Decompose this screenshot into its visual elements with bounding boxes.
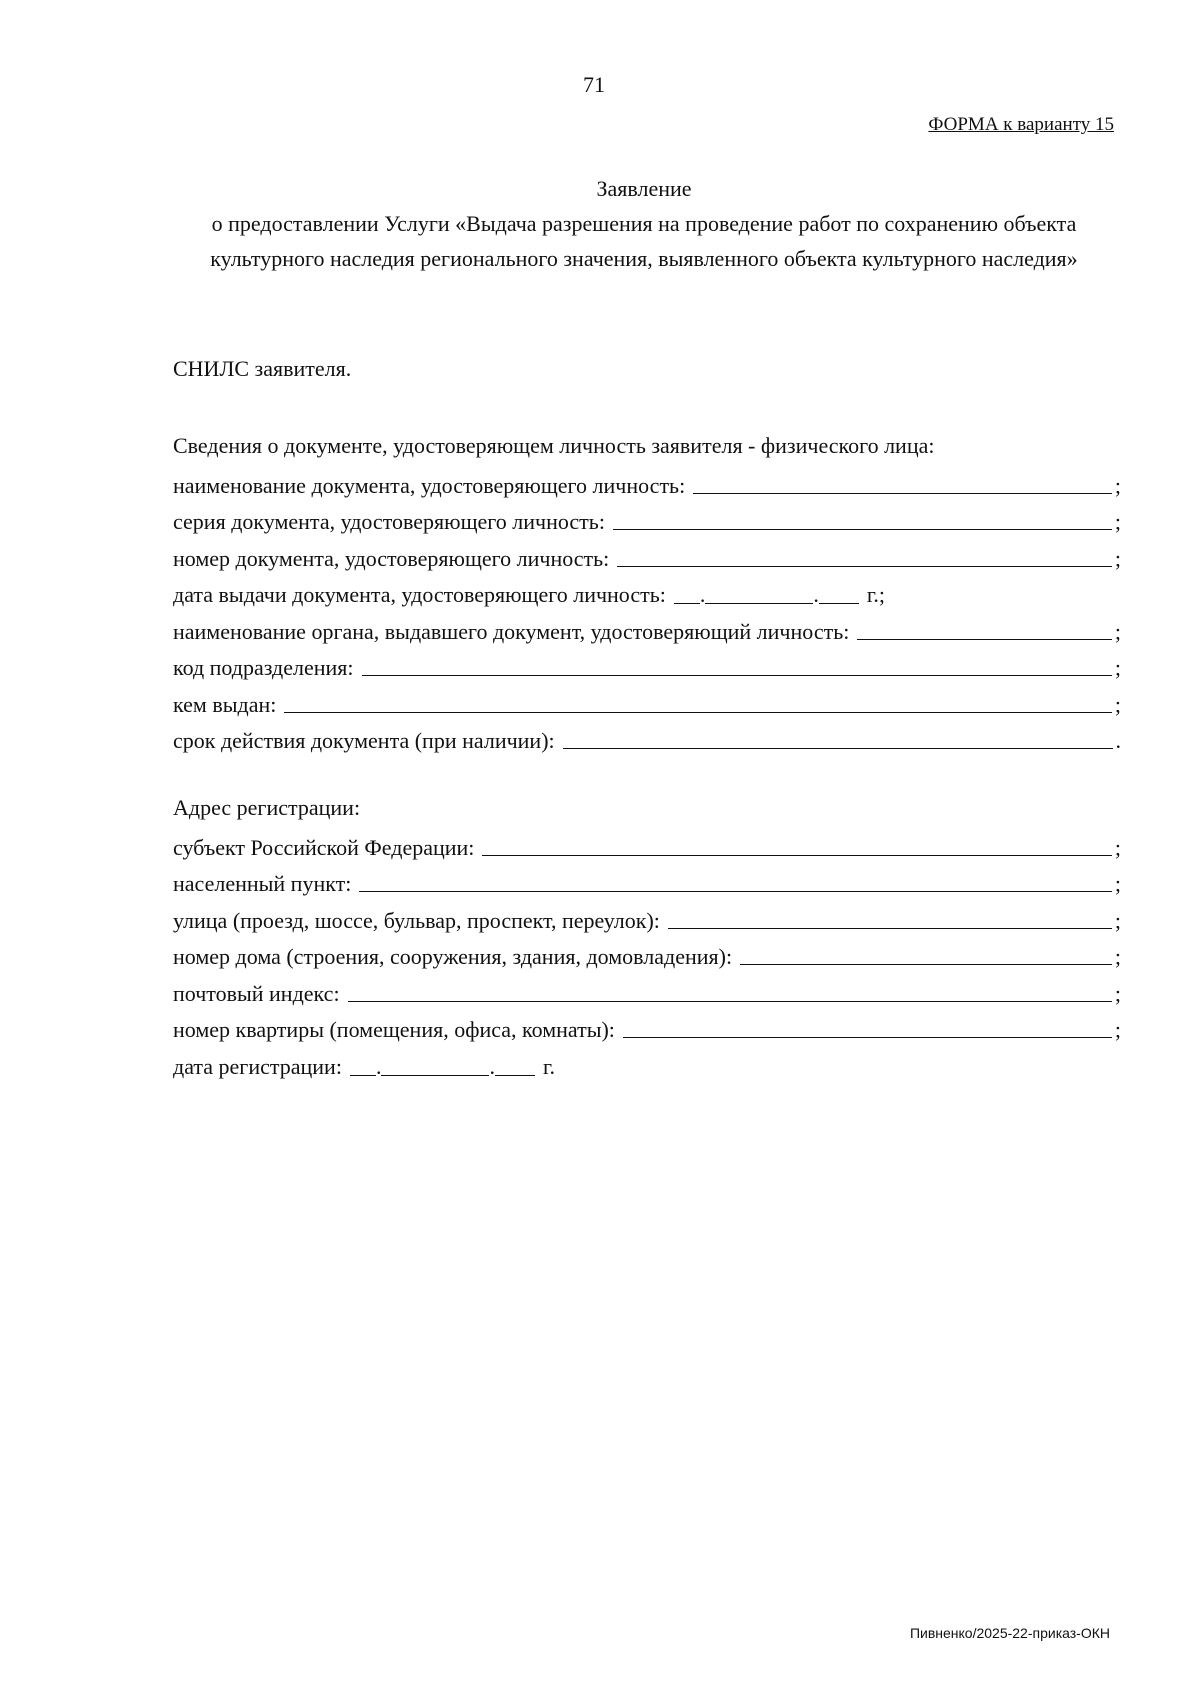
postcode-label: почтовый индекс: — [173, 980, 340, 1006]
subject-label: субъект Российской Федерации: — [173, 834, 475, 860]
issuer-name-row — [173, 610, 1121, 647]
issuer-name-field[interactable] — [857, 638, 1112, 640]
validity-label: срок действия документа (при наличии): — [173, 728, 555, 753]
page-number: 71 — [583, 72, 605, 97]
doc-number-row — [173, 537, 1121, 574]
year-suffix: г.; — [866, 582, 886, 607]
semicolon: ; — [1114, 834, 1121, 860]
semicolon: ; — [1114, 691, 1121, 717]
issued-by-row — [173, 683, 1121, 720]
locality-row — [173, 863, 1121, 900]
doc-series-row — [173, 501, 1121, 538]
semicolon: ; — [1114, 944, 1121, 969]
reg-year-field[interactable] — [495, 1055, 535, 1076]
snils-label: СНИЛС заявителя. — [173, 356, 352, 381]
issue-year-field[interactable] — [819, 583, 859, 604]
doc-number-field[interactable] — [617, 565, 1112, 567]
issue-month-field[interactable] — [705, 583, 813, 604]
subject-row — [173, 826, 1121, 863]
reg-day-field[interactable] — [350, 1055, 376, 1076]
semicolon: ; — [1114, 472, 1121, 498]
street-field[interactable] — [668, 927, 1112, 929]
postcode-field[interactable] — [348, 1000, 1112, 1002]
reg-month-field[interactable] — [381, 1055, 489, 1076]
document-title: Заявление — [596, 176, 692, 201]
semicolon: ; — [1114, 871, 1121, 896]
reg-date-row — [173, 1045, 1121, 1082]
doc-name-label: наименование документа, удостоверяющего личность: — [173, 472, 686, 498]
semicolon: ; — [1114, 509, 1121, 534]
semicolon: ; — [1114, 618, 1121, 644]
division-code-row — [173, 647, 1121, 684]
house-field[interactable] — [740, 963, 1112, 965]
division-code-label: код подразделения: — [173, 655, 354, 680]
year-suffix: г. — [542, 1053, 555, 1079]
validity-row — [173, 720, 1121, 757]
issued-by-field[interactable] — [284, 711, 1112, 713]
postcode-row — [173, 972, 1121, 1009]
division-code-field[interactable] — [362, 674, 1112, 676]
form-reference: ФОРМА к варианту 15 — [928, 114, 1114, 135]
locality-field[interactable] — [359, 890, 1112, 892]
semicolon: ; — [1114, 980, 1121, 1006]
address-section — [173, 790, 1121, 1082]
house-row — [173, 936, 1121, 973]
issuer-name-label: наименование органа, выдавшего документ, удостоверяющий личность: — [173, 618, 850, 644]
doc-name-field[interactable] — [693, 492, 1112, 494]
doc-number-label: номер документа, удостоверяющего личность: — [173, 545, 610, 571]
date-dot: . — [813, 582, 819, 607]
address-heading: Адрес регистрации: — [173, 795, 361, 820]
apartment-label: номер квартиры (помещения, офиса, комнаты): — [173, 1017, 615, 1042]
footer-code: Пивненко/2025-22-приказ-ОКН — [909, 1625, 1110, 1641]
date-dot: . — [699, 582, 706, 607]
apartment-field[interactable] — [623, 1036, 1112, 1038]
validity-field[interactable] — [563, 747, 1113, 749]
locality-label: населенный пункт: — [173, 871, 352, 896]
doc-series-label: серия документа, удостоверяющего личность: — [173, 509, 605, 534]
apartment-row — [173, 1009, 1121, 1046]
identity-section — [173, 428, 1121, 756]
doc-name-row — [173, 464, 1121, 501]
issued-by-label: кем выдан: — [173, 691, 277, 717]
date-dot: . — [375, 1053, 382, 1079]
doc-series-field[interactable] — [613, 528, 1112, 530]
street-label: улица (проезд, шоссе, бульвар, проспект, переулок): — [173, 907, 660, 933]
issue-day-field[interactable] — [674, 583, 700, 604]
semicolon: ; — [1114, 655, 1121, 680]
date-dot: . — [489, 1053, 495, 1079]
identity-heading: Сведения о документе, удостоверяющем личность заявителя - физического лица: — [173, 433, 935, 458]
issue-date-label: дата выдачи документа, удостоверяющего личность: — [173, 582, 666, 607]
reg-date-label: дата регистрации: — [173, 1053, 342, 1079]
subject-field[interactable] — [482, 854, 1111, 856]
period: . — [1115, 728, 1121, 753]
semicolon: ; — [1114, 907, 1121, 933]
semicolon: ; — [1114, 545, 1121, 571]
issue-date-row — [173, 574, 1121, 611]
street-row — [173, 899, 1121, 936]
document-subtitle: о предоставлении Услуги «Выдача разрешения на проведение работ по сохранению объекта культурного наследия регионального значения, выявленного объекта культурного наследия» — [210, 211, 1078, 271]
house-label: номер дома (строения, сооружения, здания, домовладения): — [173, 944, 733, 969]
semicolon: ; — [1114, 1017, 1121, 1042]
